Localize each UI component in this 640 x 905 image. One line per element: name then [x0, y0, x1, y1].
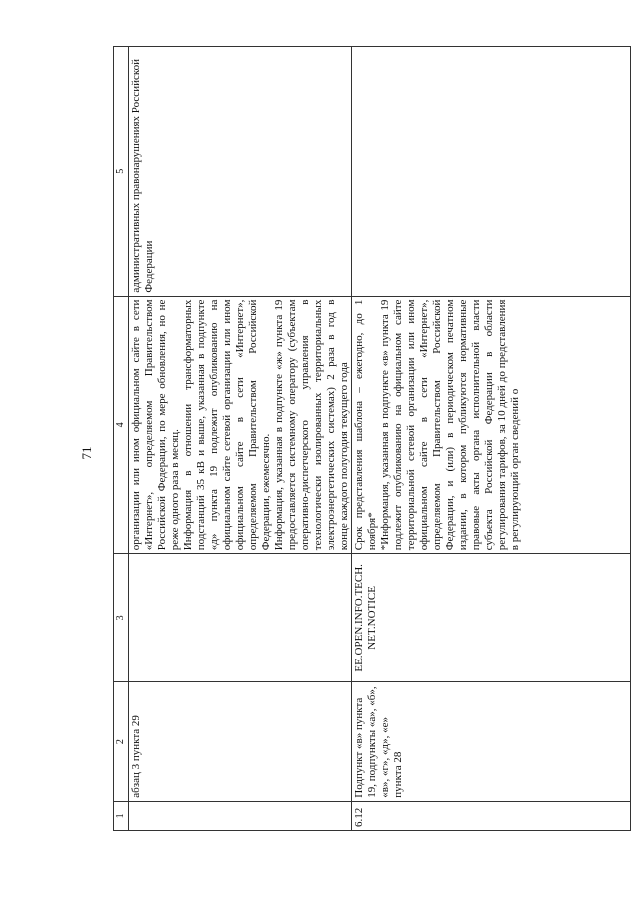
- row-number-cell: 6.12: [352, 801, 631, 830]
- table-header-row: [114, 47, 129, 831]
- header-col-2: 2: [114, 682, 129, 801]
- header-col-5: 5: [114, 47, 129, 297]
- requirement-paragraph: Информация в отношении трансформаторных подстанций 35 кВ и выше, указанная в подпункте «д» пункта 19 подлежит опубликованию на официальном сайте сетевой организации или ином официальном сайте в сети «Интернет», определяемом Правительством Российской Федерации, ежемесячно.: [181, 299, 272, 551]
- requirements-cell: [129, 296, 352, 554]
- requirement-paragraph: Информация, указанная в подпункте «ж» пункта 19 предоставляется системному оператору (субъектам оперативно-диспетчерского управления в технологически изолированных территориальных электроэнергетических системах) 2 раза в год в конце каждого полугодия текущего года: [272, 299, 350, 551]
- header-col-4: 4: [114, 296, 129, 554]
- header-col-1: 1: [114, 801, 129, 830]
- template-code-cell: EE.OPEN.INFO.TECH. NET.NOTICE: [352, 554, 631, 682]
- page-number: 71: [79, 446, 94, 460]
- rotated-table-page: [113, 46, 578, 831]
- requirement-paragraph: организации или ином официальном сайте в сети «Интернет», определяемом Правительством Российской Федерации, по мере обновления, но не реже одного раза в месяц.: [130, 299, 181, 551]
- table-row: [129, 47, 352, 831]
- table-row: [352, 47, 631, 831]
- template-code-cell: [129, 554, 352, 682]
- row-number-cell: [129, 801, 352, 830]
- requirements-table: [113, 46, 631, 831]
- header-col-3: 3: [114, 554, 129, 682]
- legal-reference-cell: Подпункт «в» пункта 19, подпункты «а», «б», «в», «г», «д», «е» пункта 28: [352, 682, 631, 801]
- liability-cell: административных правонарушениях Российской Федерации: [129, 47, 352, 297]
- legal-reference-cell: абзац 3 пункта 29: [129, 682, 352, 801]
- requirement-paragraph: Срок представления шаблона – ежегодно, до 1 ноября*: [353, 299, 379, 551]
- liability-cell: [352, 47, 631, 297]
- requirement-paragraph: *Информация, указанная в подпункте «в» пункта 19 подлежит опубликованию на официальном сайте территориальной сетевой организации или ином официальном сайте в сети «Интернет», определяемом Правительством Российской Федерации, и (или) в периодическом печатном издании, в котором публикуются нормативные правовые акты органа исполнительной власти субъекта Российской Федерации в области регулирования тарифов, за 10 дней до представления в регулирующий орган сведений о: [379, 299, 522, 551]
- requirements-cell: [352, 296, 631, 554]
